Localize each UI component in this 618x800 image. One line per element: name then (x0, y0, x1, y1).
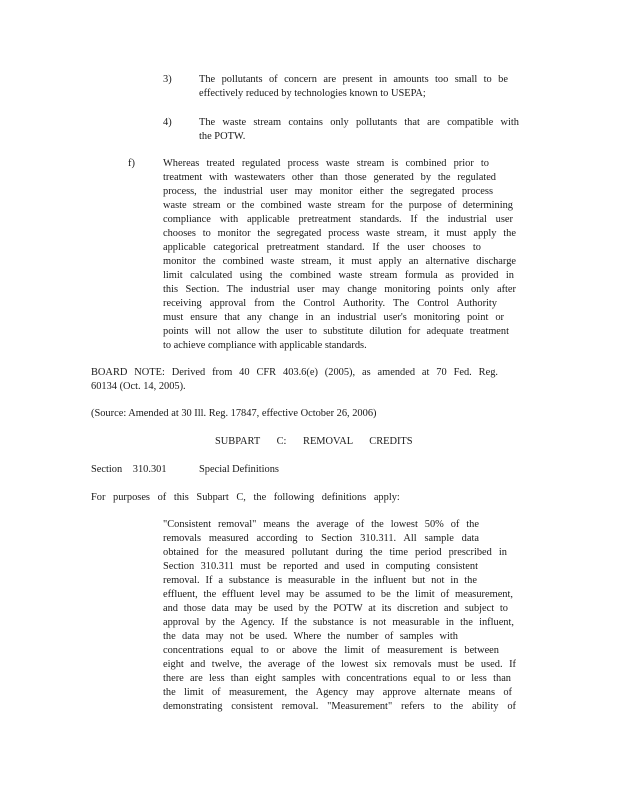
item-f-line: process, the industrial user may monitor either the segregated process (163, 186, 493, 197)
intro-text: For purposes of this Subpart C, the following definitions apply: (91, 492, 400, 503)
definition-line: concentrations equal to or above the limit of measurement is between (163, 645, 499, 656)
definition-line: there are less than eight samples with concentrations equal to or less than (163, 673, 511, 684)
item-f-line: applicable categorical pretreatment standard. If the user chooses to (163, 242, 481, 253)
definition-line: Section 310.311 must be reported and used in computing consistent (163, 561, 478, 572)
definition-line: the data may not be used. Where the number of samples with (163, 631, 458, 642)
definition-line: obtained for the measured pollutant during the time period prescribed in (163, 547, 507, 558)
subpart-heading: SUBPART C: REMOVAL CREDITS (215, 436, 413, 447)
item-f-line: monitor the combined waste stream, it must apply an alternative discharge (163, 256, 516, 267)
item-4-label: 4) (163, 117, 172, 128)
item-f-label: f) (128, 158, 135, 169)
source-note: (Source: Amended at 30 Ill. Reg. 17847, effective October 26, 2006) (91, 408, 377, 419)
item-f-line: must ensure that any change in an industrial user's monitoring point or (163, 312, 504, 323)
item-3-label: 3) (163, 74, 172, 85)
definition-line: eight and twelve, the average of the lowest six removals must be used. If (163, 659, 516, 670)
item-f-line: Whereas treated regulated process waste stream is combined prior to (163, 158, 489, 169)
board-note-line: 60134 (Oct. 14, 2005). (91, 381, 186, 392)
item-4-line: The waste stream contains only pollutants that are compatible with (199, 117, 519, 128)
definition-line: "Consistent removal" means the average of the lowest 50% of the (163, 519, 479, 530)
item-f-line: treatment with wastewaters other than those generated by the regulated (163, 172, 496, 183)
item-f-line: compliance with applicable pretreatment standards. If the industrial user (163, 214, 513, 225)
item-f-line: waste stream or the combined waste stream for the purpose of determining (163, 200, 513, 211)
definition-line: and those data may be used by the POTW at its discretion and subject to (163, 603, 508, 614)
definition-line: demonstrating consistent removal. "Measurement" refers to the ability of (163, 701, 516, 712)
item-f-line: this Section. The industrial user may change monitoring points only after (163, 284, 516, 295)
board-note-line: BOARD NOTE: Derived from 40 CFR 403.6(e) (2005), as amended at 70 Fed. Reg. (91, 367, 498, 378)
item-3-line: effectively reduced by technologies known to USEPA; (199, 88, 426, 99)
item-f-line: chooses to monitor the segregated process waste stream, it must apply the (163, 228, 516, 239)
item-f-line: points will not allow the user to substitute dilution for adequate treatment (163, 326, 509, 337)
item-f-line: to achieve compliance with applicable standards. (163, 340, 367, 351)
item-f-line: limit calculated using the combined waste stream formula as provided in (163, 270, 514, 281)
definition-line: removals measured according to Section 310.311. All sample data (163, 533, 479, 544)
definition-line: effluent, the effluent level may be assumed to be the limit of measurement, (163, 589, 513, 600)
section-number: Section 310.301 (91, 464, 167, 475)
definition-line: the limit of measurement, the Agency may approve alternate means of (163, 687, 512, 698)
definition-line: approval by the Agency. If the substance is not measurable in the influent, (163, 617, 514, 628)
item-f-line: receiving approval from the Control Authority. The Control Authority (163, 298, 497, 309)
item-3-line: The pollutants of concern are present in amounts too small to be (199, 74, 508, 85)
definition-line: removal. If a substance is measurable in the influent but not in the (163, 575, 477, 586)
item-4-line: the POTW. (199, 131, 246, 142)
section-title: Special Definitions (199, 464, 279, 475)
